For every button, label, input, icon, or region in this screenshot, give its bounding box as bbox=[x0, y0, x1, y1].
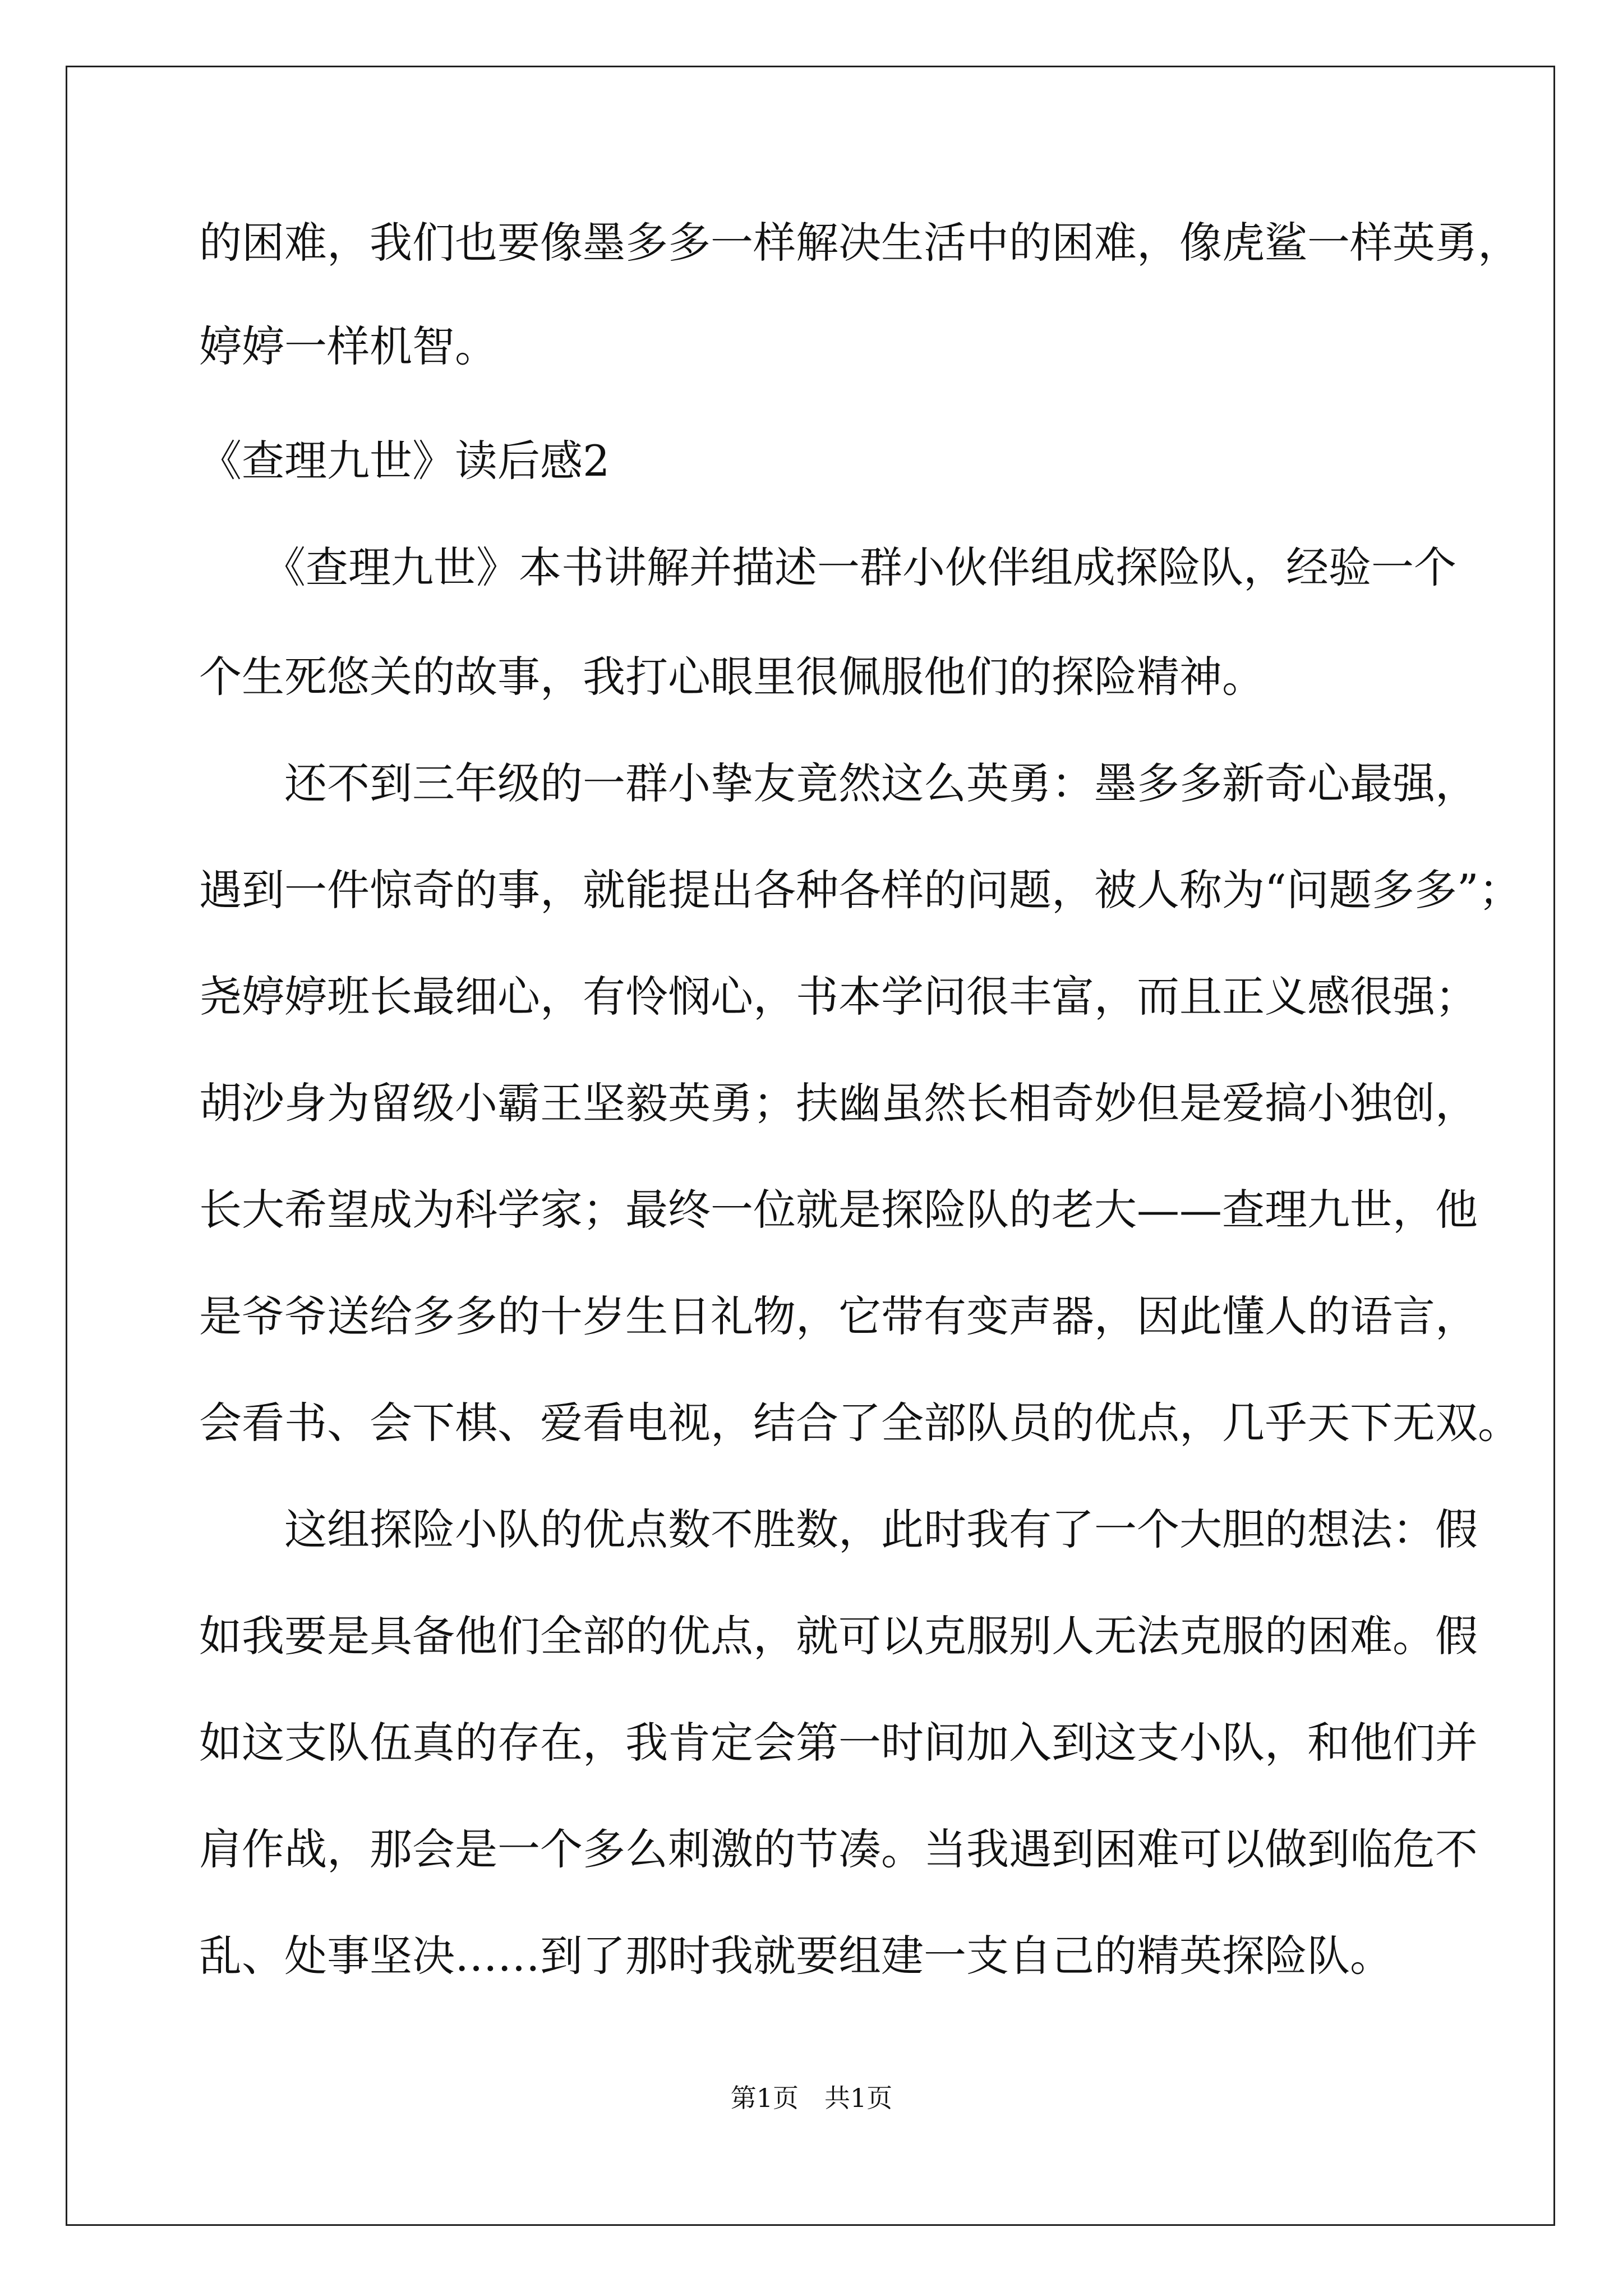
paragraph-line: 尧婷婷班长最细心，有怜悯心，书本学问很丰富，而且正义感很强； bbox=[199, 972, 1478, 1022]
section-heading: 《查理九世》读后感2 bbox=[199, 436, 610, 486]
paragraph-line: 如这支队伍真的存在，我肯定会第一时间加入到这支小队，和他们并 bbox=[199, 1718, 1478, 1768]
paragraph-line: 肩作战，那会是一个多么刺激的节凑。当我遇到困难可以做到临危不 bbox=[199, 1824, 1478, 1874]
paragraph-line: 如我要是具备他们全部的优点，就可以克服别人无法克服的困难。假 bbox=[199, 1611, 1478, 1661]
paragraph-line: 个生死悠关的故事，我打心眼里很佩服他们的探险精神。 bbox=[199, 652, 1265, 702]
paragraph-line: 还不到三年级的一群小挚友竟然这么英勇：墨多多新奇心最强， bbox=[199, 758, 1478, 808]
paragraph-line: 乱、处事坚决……到了那时我就要组建一支自己的精英探险队。 bbox=[199, 1931, 1393, 1981]
paragraph-line: 《查理九世》本书讲解并描述一群小伙伴组成探险队，经验一个 bbox=[199, 542, 1456, 592]
paragraph-line: 遇到一件惊奇的事，就能提出各种各样的问题，被人称为“问题多多”； bbox=[199, 865, 1521, 915]
text-line: 的困难，我们也要像墨多多一样解决生活中的困难，像虎鲨一样英勇， bbox=[199, 218, 1520, 268]
paragraph-line: 会看书、会下棋、爱看电视，结合了全部队员的优点，几乎天下无双。 bbox=[199, 1398, 1520, 1448]
page-number-footer: 第1页 共1页 bbox=[730, 2083, 893, 2113]
paragraph-line: 是爷爷送给多多的十岁生日礼物，它带有变声器，因此懂人的语言， bbox=[199, 1291, 1478, 1341]
paragraph-line: 长大希望成为科学家；最终一位就是探险队的老大——查理九世，他 bbox=[199, 1185, 1478, 1235]
text-line: 婷婷一样机智。 bbox=[199, 321, 497, 371]
paragraph-line: 这组探险小队的优点数不胜数，此时我有了一个大胆的想法：假 bbox=[199, 1504, 1478, 1554]
paragraph-line: 胡沙身为留级小霸王坚毅英勇；扶幽虽然长相奇妙但是爱搞小独创， bbox=[199, 1078, 1478, 1128]
page-border bbox=[66, 66, 1555, 2226]
